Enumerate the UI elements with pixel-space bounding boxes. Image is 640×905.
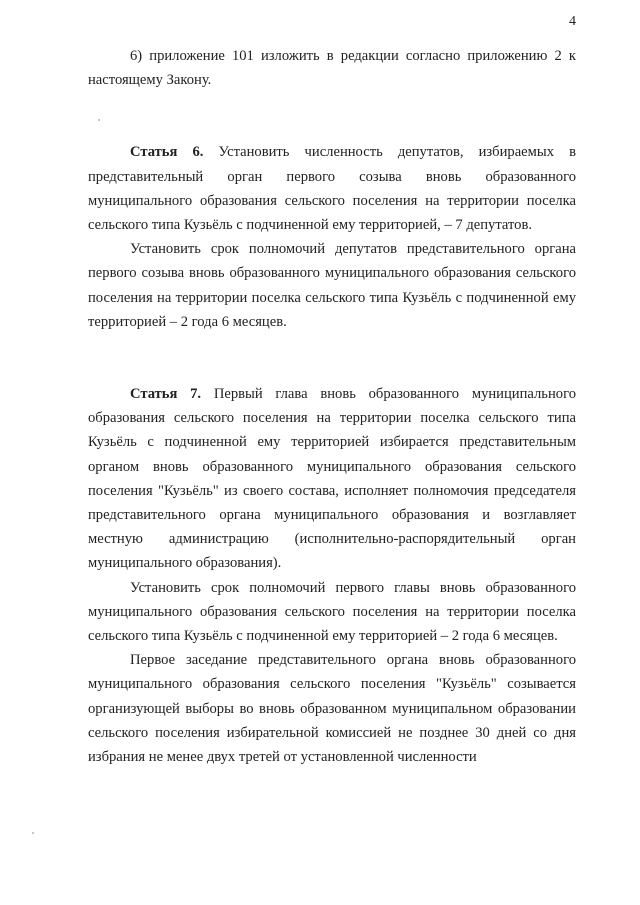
scan-speck: [32, 832, 34, 834]
document-body: [88, 44, 576, 769]
article-6-paragraph: [88, 140, 576, 237]
scan-speck: [98, 119, 100, 121]
article-7-paragraph-3: Первое заседание представительного органа вновь образованного муниципального образования сельского поселения "Кузьёль" созывается организующей выборы во вновь образованном муниципальном образовании сельского поселения избирательной комиссией не позднее 30 дней со дня избрания не менее двух третей от установленной численности: [88, 652, 576, 766]
article-7-text: Первый глава вновь образованного муниципального образования сельского поселения на территории поселка сельского типа Кузьёль с подчиненной ему территорией избирается представительным органом вновь образованного муниципального образования сельского поселения "Кузьёль" из своего состава, исполняет полномочия председателя представительного органа муниципального образования и возглавляет местную администрацию (исполнительно-распорядительный орган муниципального образования).: [88, 386, 576, 572]
article-6-heading: Статья 6.: [130, 144, 204, 161]
article-6-paragraph-2: Установить срок полномочий депутатов представительного органа первого созыва вновь образованного муниципального образования сельского поселения на территории поселка сельского типа Кузьёль с подчиненной ему территорией – 2 года 6 месяцев.: [88, 241, 576, 330]
article-6-text: Установить численность депутатов, избираемых в представительный орган первого созыва вновь образованного муниципального образования сельского поселения на территории поселка сельского типа Кузьёль с подчиненной ему территорией, – 7 депутатов.: [88, 144, 576, 234]
article-7-paragraph: [88, 382, 576, 576]
item-6-paragraph: 6) приложение 101 изложить в редакции согласно приложению 2 к настоящему Закону.: [88, 48, 576, 89]
page-number: 4: [569, 14, 576, 29]
article-7-heading: Статья 7.: [130, 386, 202, 403]
article-7-paragraph-2: Установить срок полномочий первого главы вновь образованного муниципального образования сельского поселения на территории поселка сельского типа Кузьёль с подчиненной ему территорией – 2 года 6 месяцев.: [88, 579, 576, 645]
